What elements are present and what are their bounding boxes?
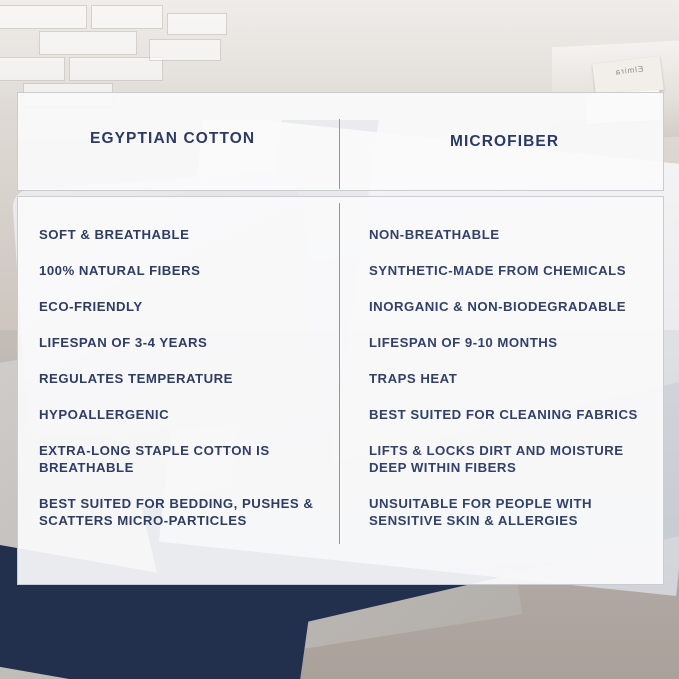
list-item: REGULATES TEMPERATURE bbox=[39, 371, 233, 386]
brick bbox=[0, 6, 86, 28]
brick bbox=[0, 58, 64, 80]
brick bbox=[40, 32, 136, 54]
list-item: BEST SUITED FOR BEDDING, PUSHES & SCATTERS MICRO-PARTICLES bbox=[39, 496, 314, 528]
list-item: LIFTS & LOCKS DIRT AND MOISTURE DEEP WITHIN FIBERS bbox=[369, 443, 624, 475]
list-item: SOFT & BREATHABLE bbox=[39, 227, 190, 242]
list-item: LIFESPAN OF 9-10 MONTHS bbox=[369, 335, 558, 350]
list-item: ECO-FRIENDLY bbox=[39, 299, 143, 314]
body-divider bbox=[339, 203, 340, 544]
list-item: TRAPS HEAT bbox=[369, 371, 458, 386]
header-divider bbox=[339, 119, 340, 189]
list-item: INORGANIC & NON-BIODEGRADABLE bbox=[369, 299, 627, 314]
brick bbox=[150, 40, 220, 60]
brick bbox=[70, 58, 162, 80]
brick bbox=[92, 6, 162, 28]
list-item: NON-BREATHABLE bbox=[369, 227, 500, 242]
list-item: HYPOALLERGENIC bbox=[39, 407, 170, 422]
brick bbox=[168, 14, 226, 34]
feature-list-microfiber bbox=[369, 226, 659, 529]
column-title-right: MICROFIBER bbox=[450, 133, 560, 150]
list-item: EXTRA-LONG STAPLE COTTON IS BREATHABLE bbox=[39, 443, 270, 475]
list-item: SYNTHETIC-MADE FROM CHEMICALS bbox=[369, 263, 626, 278]
list-item: UNSUITABLE FOR PEOPLE WITH SENSITIVE SKIN & ALLERGIES bbox=[369, 496, 593, 528]
feature-list-egyptian-cotton bbox=[39, 226, 329, 529]
list-item: BEST SUITED FOR CLEANING FABRICS bbox=[369, 407, 638, 422]
column-title-left: EGYPTIAN COTTON bbox=[90, 130, 256, 147]
list-item: 100% NATURAL FIBERS bbox=[39, 263, 201, 278]
list-item: LIFESPAN OF 3-4 YEARS bbox=[39, 335, 208, 350]
book-title-text: Elmira bbox=[614, 64, 644, 77]
